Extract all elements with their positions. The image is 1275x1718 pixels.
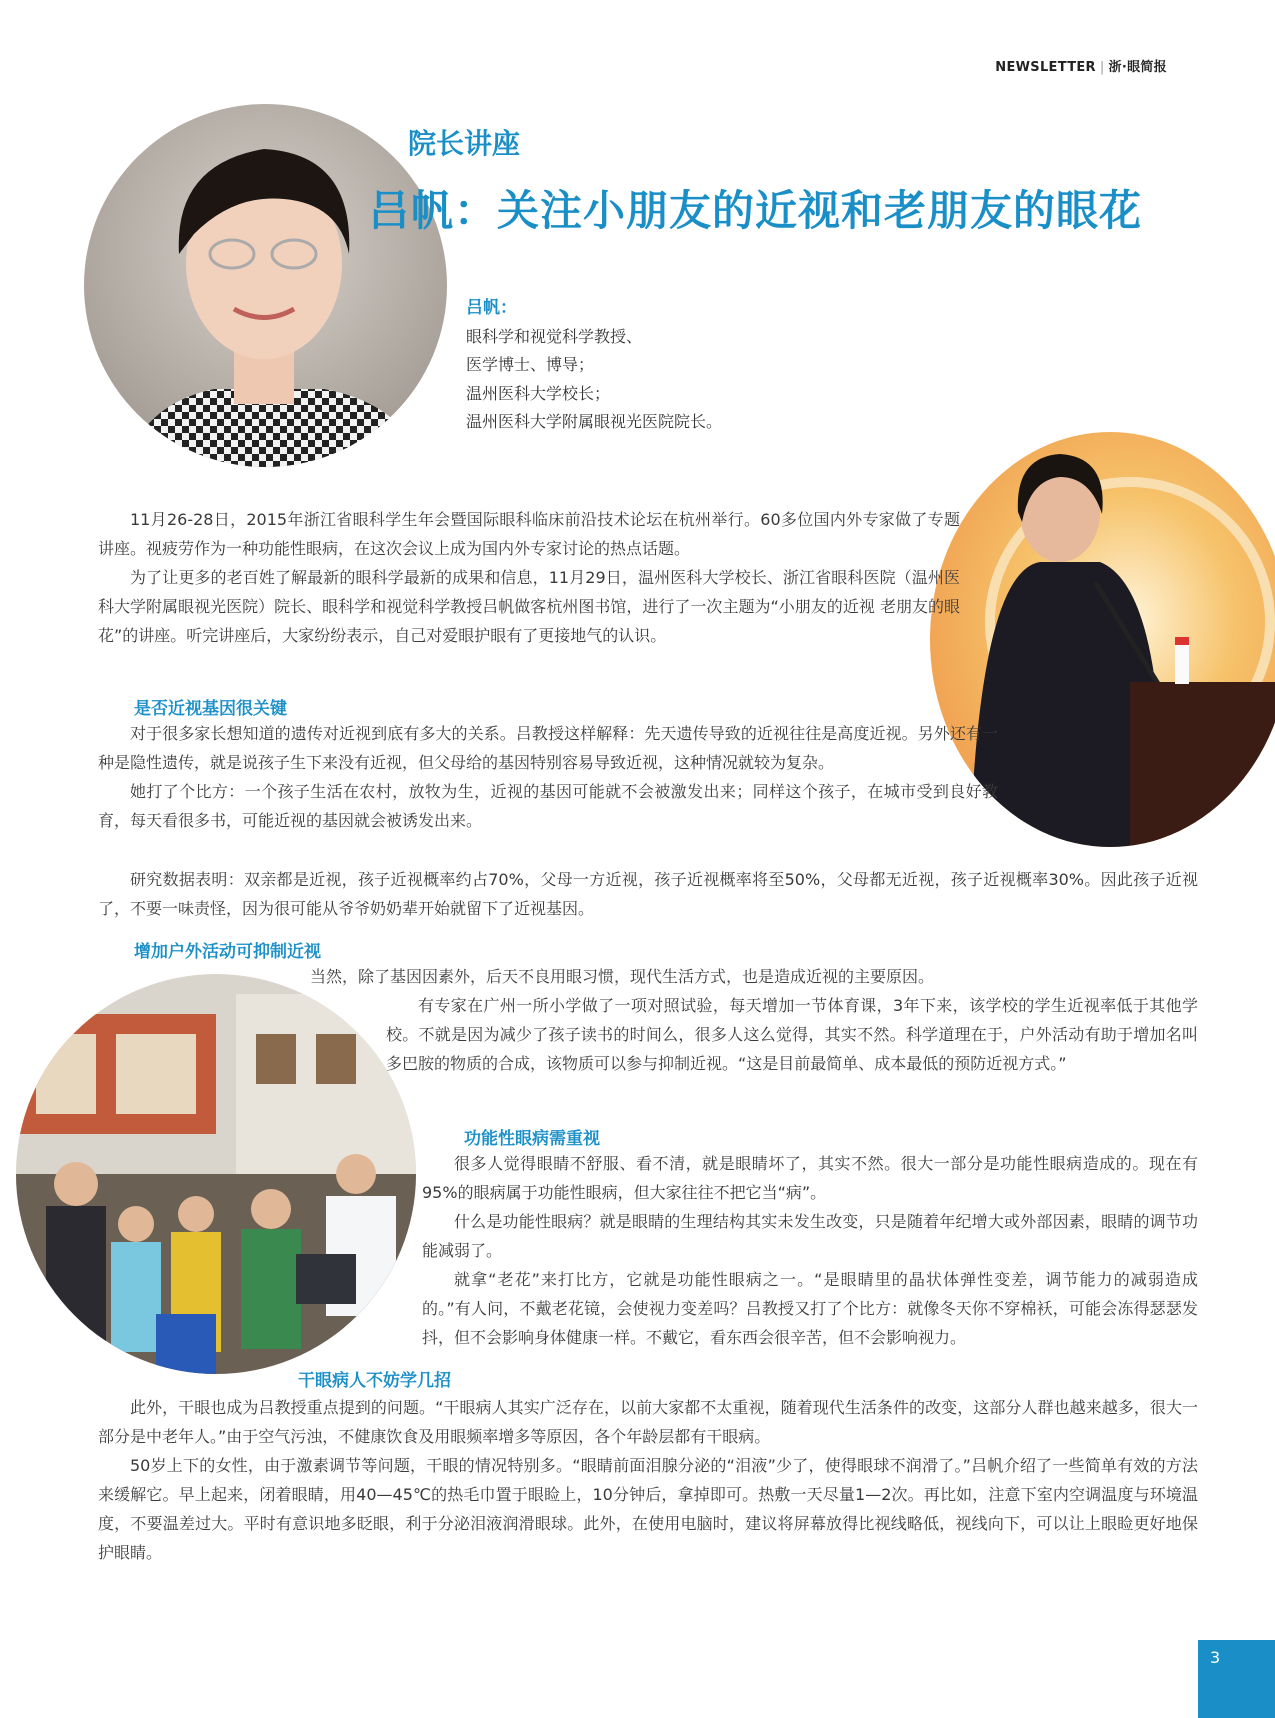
section-heading: 干眼病人不妨学几招 [298, 1371, 451, 1391]
section-text [422, 1149, 1198, 1352]
portrait-photo [84, 104, 447, 467]
paragraph: 什么是功能性眼病？就是眼睛的生理结构其实未发生改变，只是随着年纪增大或外部因素，眼睛的调节功能减弱了。 [422, 1212, 1198, 1260]
paragraph: 很多人觉得眼睛不舒服、看不清，就是眼睛坏了，其实不然。很大一部分是功能性眼病造成的。现在有95%的眼病属于功能性眼病，但大家往往不把它当“病”。 [422, 1154, 1198, 1202]
bio-line: 温州医科大学校长； [466, 383, 611, 403]
page-number [1198, 1640, 1275, 1718]
masthead-newsletter: NEWSLETTER [995, 60, 1096, 75]
section-heading: 增加户外活动可抑制近视 [134, 942, 321, 962]
paragraph: 就拿“老花”来打比方，它就是功能性眼病之一。“是眼睛里的晶状体弹性变差，调节能力的减弱造成的。”有人问，不戴老花镜，会使视力变差吗？吕教授又打了个比方：就像冬天你不穿棉袄，可能会冻得瑟瑟发抖，但不会影响身体健康一样。不戴它，看东西会很辛苦，但不会影响视力。 [422, 1270, 1198, 1347]
paragraph: 对于很多家长想知道的遗传对近视到底有多大的关系。吕教授这样解释：先天遗传导致的近视往往是高度近视。另外还有一种是隐性遗传，就是说孩子生下来没有近视，但父母给的基因特别容易导致近视，这种情况就较为复杂。 [98, 724, 998, 772]
paragraph: 研究数据表明：双亲都是近视，孩子近视概率约占70%，父母一方近视，孩子近视概率将至50%，父母都无近视，孩子近视概率30%。因此孩子近视了，不要一味责怪，因为很可能从爷爷奶奶辈开始就留下了近视基因。 [98, 870, 1198, 918]
bio-name: 吕帆： [466, 298, 517, 318]
intro-text [98, 505, 960, 650]
paragraph: 有专家在广州一所小学做了一项对照试验，每天增加一节体育课，3年下来，该学校的学生近视率低于其他学校。不就是因为减少了孩子读书的时间么，很多人这么觉得，其实不然。科学道理在于，户外活动有助于增加名叫多巴胺的物质的合成，该物质可以参与抑制近视。“这是目前最简单、成本最低的预防近视方式。” [386, 996, 1198, 1073]
section-text [98, 865, 1198, 923]
paragraph: 她打了个比方：一个孩子生活在农村，放牧为生，近视的基因可能就不会被激发出来；同样这个孩子，在城市受到良好教育，每天看很多书，可能近视的基因就会被诱发出来。 [98, 782, 998, 830]
section-text [386, 991, 1198, 1078]
bio-line: 眼科学和视觉科学教授、 [466, 326, 643, 346]
paragraph: 11月26-28日，2015年浙江省眼科学生年会暨国际眼科临床前沿技术论坛在杭州举行。60多位国内外专家做了专题讲座。视疲劳作为一种功能性眼病，在这次会议上成为国内外专家讨论的热点话题。 [98, 510, 960, 558]
paragraph: 当然，除了基因因素外，后天不良用眼习惯，现代生活方式，也是造成近视的主要原因。 [310, 967, 935, 986]
paragraph: 为了让更多的老百姓了解最新的眼科学最新的成果和信息，11月29日，温州医科大学校长、浙江省眼科医院（温州医科大学附属眼视光医院）院长、眼科学和视觉科学教授吕帆做客杭州图书馆，进行了一次主题为“小朋友的近视 老朋友的眼花”的讲座。听完讲座后，大家纷纷表示，自己对爱眼护眼有了更接地气的认识。 [98, 568, 960, 645]
page-number-text: 3 [1210, 1648, 1221, 1667]
section-heading: 功能性眼病需重视 [464, 1129, 600, 1149]
paragraph: 此外，干眼也成为吕教授重点提到的问题。“干眼病人其实广泛存在，以前大家都不太重视，随着现代生活条件的改变，这部分人群也越来越多，很大一部分是中老年人。”由于空气污浊，不健康饮食及用眼频率增多等原因，各个年龄层都有干眼病。 [98, 1398, 1198, 1446]
section-text [310, 962, 1198, 991]
section-text [98, 719, 998, 835]
column-title: 院长讲座 [408, 127, 521, 160]
paragraph: 50岁上下的女性，由于激素调节等问题，干眼的情况特别多。“眼睛前面泪腺分泌的“泪液”少了，使得眼球不润滑了。”吕帆介绍了一些简单有效的方法来缓解它。早上起来，闭着眼睛，用40—45℃的热毛巾置于眼睑上，10分钟后，拿掉即可。热敷一天尽量1—2次。再比如，注意下室内空调温度与环境温度，不要温差过大。平时有意识地多眨眼，利于分泌泪液润滑眼球。此外，在使用电脑时，建议将屏幕放得比视线略低，视线向下，可以让上眼睑更好地保护眼睛。 [98, 1456, 1198, 1562]
bio-line: 温州医科大学附属眼视光医院院长。 [466, 412, 723, 431]
bio-line: 医学博士、博导； [466, 355, 595, 374]
headline: 吕帆：关注小朋友的近视和老朋友的眼花 [368, 186, 1143, 235]
masthead-title: 浙·眼简报 [1108, 60, 1167, 75]
speaker-bio [466, 294, 722, 437]
section-text [98, 1393, 1198, 1567]
section-heading: 是否近视基因很关键 [134, 699, 287, 719]
masthead: NEWSLETTER | 浙·眼简报 [995, 60, 1167, 75]
eye-exam-photo [16, 974, 416, 1374]
